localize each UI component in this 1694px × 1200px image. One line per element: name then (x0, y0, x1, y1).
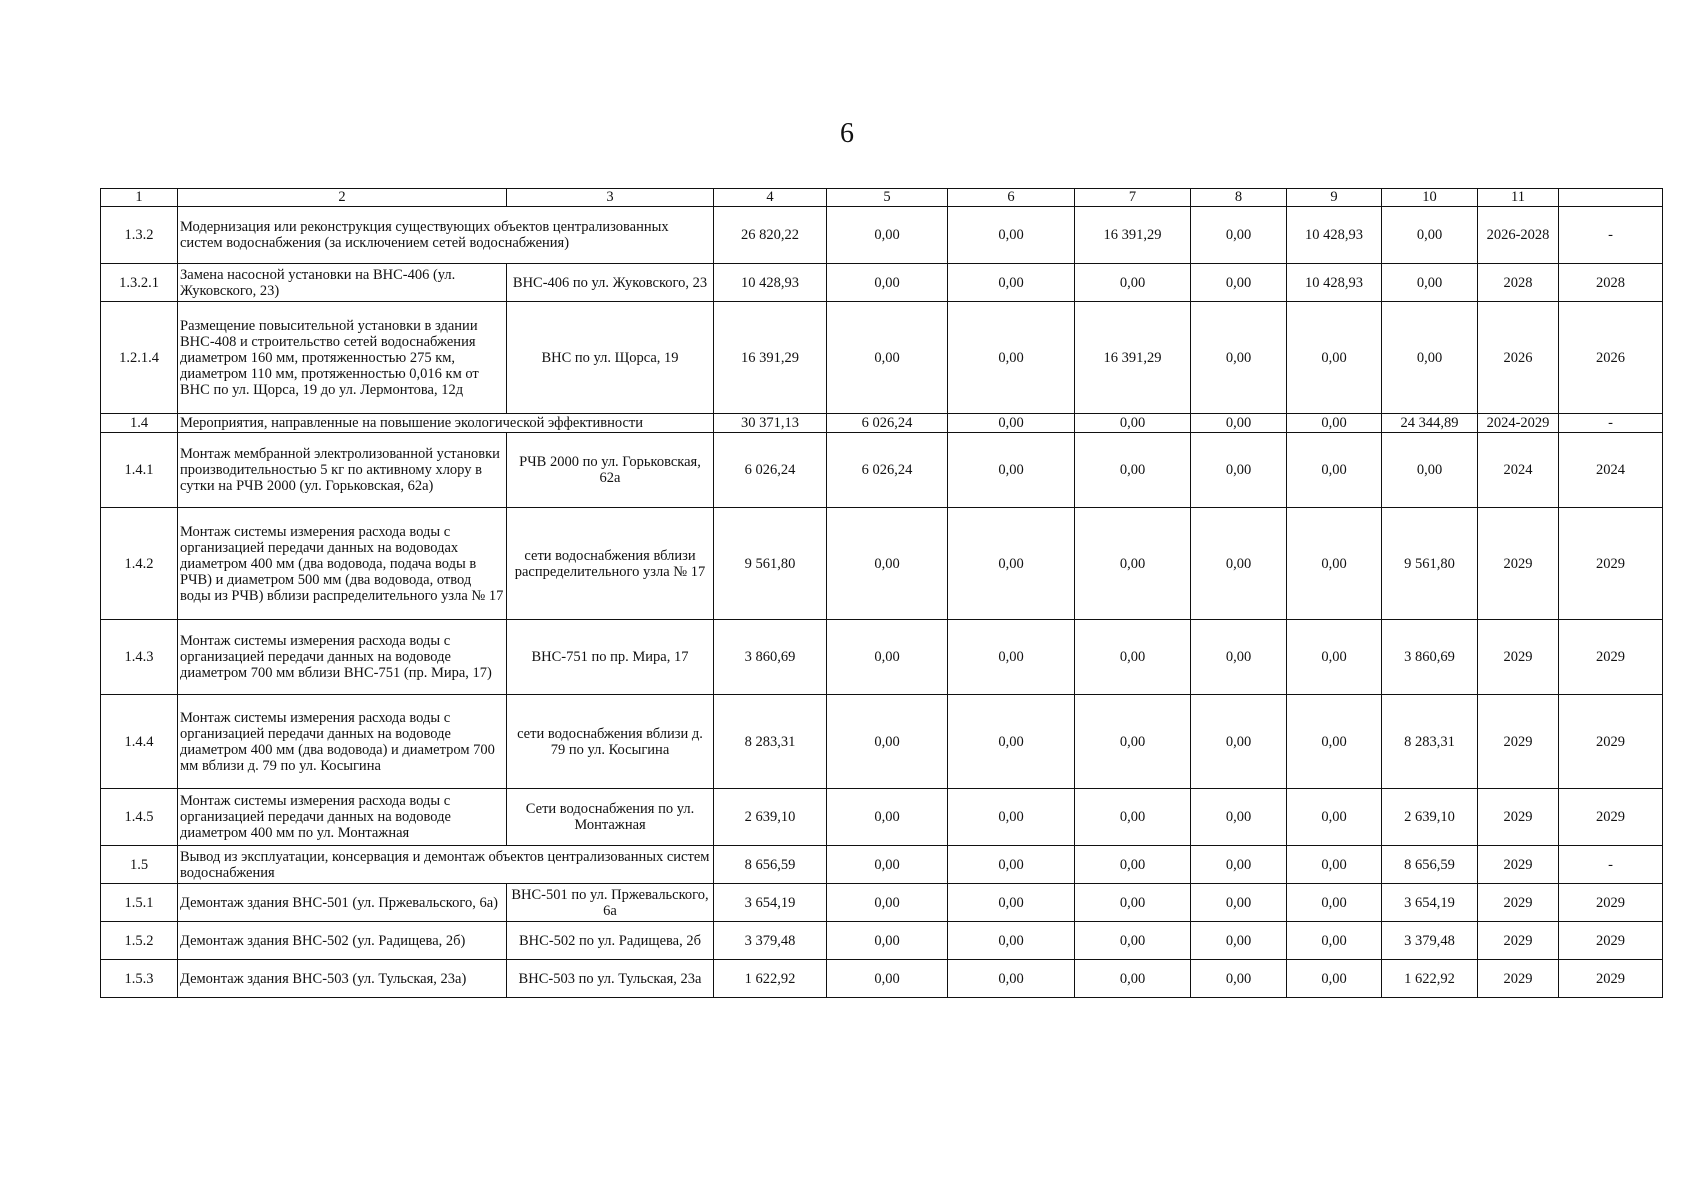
measure-name: Демонтаж здания ВНС-502 (ул. Радищева, 2б) (178, 922, 507, 960)
value-cell: 1 622,92 (1382, 960, 1478, 998)
measure-name: Монтаж мембранной электролизованной установки производительностью 5 кг по активному хлору в сутки на РЧВ 2000 (ул. Горьковская, 62а) (178, 433, 507, 508)
value-cell: 2 639,10 (1382, 789, 1478, 846)
value-cell: 10 428,93 (714, 264, 827, 302)
header-cell: 3 (507, 189, 714, 207)
row-number: 1.4.5 (101, 789, 178, 846)
value-cell: 0,00 (1287, 695, 1382, 789)
value-cell: 0,00 (827, 960, 948, 998)
value-cell: 16 391,29 (714, 302, 827, 414)
value-cell: 0,00 (948, 508, 1075, 620)
value-cell: 0,00 (948, 207, 1075, 264)
value-cell: 6 026,24 (827, 414, 948, 433)
value-cell: 0,00 (1075, 789, 1191, 846)
table-row (101, 960, 1663, 998)
value-cell: 0,00 (827, 207, 948, 264)
value-cell: 0,00 (1382, 433, 1478, 508)
table-row (101, 620, 1663, 695)
value-cell: 1 622,92 (714, 960, 827, 998)
page-number: 6 (840, 118, 854, 149)
value-cell: 0,00 (948, 414, 1075, 433)
value-cell: 0,00 (948, 789, 1075, 846)
row-number: 1.2.1.4 (101, 302, 178, 414)
value-cell: 0,00 (1382, 207, 1478, 264)
value-cell: 0,00 (1191, 922, 1287, 960)
value-cell: 0,00 (827, 302, 948, 414)
year-cell: 2029 (1559, 695, 1663, 789)
value-cell: 0,00 (1191, 264, 1287, 302)
value-cell: 6 026,24 (827, 433, 948, 508)
header-cell: 7 (1075, 189, 1191, 207)
address-cell: ВНС по ул. Щорса, 19 (507, 302, 714, 414)
measure-name: Монтаж системы измерения расхода воды с организацией передачи данных на водоводе диаметром 400 мм (два водовода) и диаметром 700 мм вблизи д. 79 по ул. Косыгина (178, 695, 507, 789)
value-cell: 8 283,31 (1382, 695, 1478, 789)
value-cell: 0,00 (827, 264, 948, 302)
address-cell: ВНС-503 по ул. Тульская, 23а (507, 960, 714, 998)
table-row (101, 264, 1663, 302)
row-number: 1.5 (101, 846, 178, 884)
value-cell: 0,00 (1287, 960, 1382, 998)
period-cell: 2029 (1478, 508, 1559, 620)
period-cell: 2029 (1478, 620, 1559, 695)
measure-name: Замена насосной установки на ВНС-406 (ул. Жуковского, 23) (178, 264, 507, 302)
header-cell (1559, 189, 1663, 207)
period-cell: 2029 (1478, 846, 1559, 884)
value-cell: 0,00 (1191, 695, 1287, 789)
header-cell: 6 (948, 189, 1075, 207)
year-cell: 2029 (1559, 960, 1663, 998)
measure-name: Монтаж системы измерения расхода воды с организацией передачи данных на водоводах диаметром 400 мм (два водовода, подача воды в РЧВ) и диаметром 500 мм (два водовода, отвод воды из РЧВ) вблизи распределительного узла № 17 (178, 508, 507, 620)
value-cell: 0,00 (948, 922, 1075, 960)
measure-name: Вывод из эксплуатации, консервация и демонтаж объектов централизованных систем водоснабжения (178, 846, 714, 884)
year-cell: - (1559, 207, 1663, 264)
value-cell: 0,00 (1075, 884, 1191, 922)
row-number: 1.5.2 (101, 922, 178, 960)
row-number: 1.4 (101, 414, 178, 433)
value-cell: 0,00 (1191, 302, 1287, 414)
value-cell: 0,00 (827, 789, 948, 846)
value-cell: 0,00 (948, 846, 1075, 884)
value-cell: 0,00 (1075, 695, 1191, 789)
value-cell: 9 561,80 (1382, 508, 1478, 620)
table-row (101, 789, 1663, 846)
value-cell: 0,00 (948, 264, 1075, 302)
header-cell: 9 (1287, 189, 1382, 207)
value-cell: 0,00 (948, 433, 1075, 508)
address-cell: ВНС-501 по ул. Пржевальского, 6а (507, 884, 714, 922)
value-cell: 0,00 (948, 960, 1075, 998)
year-cell: 2024 (1559, 433, 1663, 508)
value-cell: 0,00 (1382, 302, 1478, 414)
value-cell: 0,00 (1287, 433, 1382, 508)
row-number: 1.3.2 (101, 207, 178, 264)
value-cell: 0,00 (1075, 508, 1191, 620)
table-row (101, 302, 1663, 414)
period-cell: 2024 (1478, 433, 1559, 508)
year-cell: - (1559, 414, 1663, 433)
value-cell: 0,00 (1287, 620, 1382, 695)
address-cell: ВНС-406 по ул. Жуковского, 23 (507, 264, 714, 302)
measure-name: Демонтаж здания ВНС-501 (ул. Пржевальского, 6а) (178, 884, 507, 922)
value-cell: 0,00 (1075, 433, 1191, 508)
row-number: 1.5.1 (101, 884, 178, 922)
value-cell: 0,00 (827, 695, 948, 789)
value-cell: 10 428,93 (1287, 207, 1382, 264)
header-cell: 11 (1478, 189, 1559, 207)
row-number: 1.4.1 (101, 433, 178, 508)
header-cell: 4 (714, 189, 827, 207)
table-row (101, 508, 1663, 620)
value-cell: 0,00 (1287, 922, 1382, 960)
address-cell: ВНС-502 по ул. Радищева, 2б (507, 922, 714, 960)
value-cell: 0,00 (827, 620, 948, 695)
address-cell: РЧВ 2000 по ул. Горьковская, 62а (507, 433, 714, 508)
value-cell: 3 379,48 (714, 922, 827, 960)
year-cell: 2029 (1559, 620, 1663, 695)
table-row (101, 414, 1663, 433)
value-cell: 0,00 (1382, 264, 1478, 302)
value-cell: 10 428,93 (1287, 264, 1382, 302)
value-cell: 0,00 (1075, 620, 1191, 695)
year-cell: 2028 (1559, 264, 1663, 302)
period-cell: 2029 (1478, 960, 1559, 998)
investment-table (100, 188, 1663, 998)
value-cell: 0,00 (827, 508, 948, 620)
value-cell: 0,00 (1287, 789, 1382, 846)
address-cell: сети водоснабжения вблизи д. 79 по ул. Косыгина (507, 695, 714, 789)
value-cell: 0,00 (1287, 884, 1382, 922)
value-cell: 16 391,29 (1075, 207, 1191, 264)
value-cell: 0,00 (827, 846, 948, 884)
value-cell: 0,00 (948, 620, 1075, 695)
value-cell: 0,00 (827, 884, 948, 922)
row-number: 1.4.3 (101, 620, 178, 695)
row-number: 1.4.4 (101, 695, 178, 789)
value-cell: 0,00 (827, 922, 948, 960)
value-cell: 0,00 (1287, 302, 1382, 414)
value-cell: 26 820,22 (714, 207, 827, 264)
value-cell: 0,00 (1075, 414, 1191, 433)
value-cell: 0,00 (1075, 846, 1191, 884)
value-cell: 2 639,10 (714, 789, 827, 846)
table-row (101, 884, 1663, 922)
header-cell: 10 (1382, 189, 1478, 207)
value-cell: 8 656,59 (1382, 846, 1478, 884)
year-cell: 2029 (1559, 789, 1663, 846)
value-cell: 30 371,13 (714, 414, 827, 433)
table-row (101, 846, 1663, 884)
header-cell: 2 (178, 189, 507, 207)
value-cell: 8 283,31 (714, 695, 827, 789)
value-cell: 0,00 (1287, 508, 1382, 620)
value-cell: 6 026,24 (714, 433, 827, 508)
value-cell: 16 391,29 (1075, 302, 1191, 414)
year-cell: 2026 (1559, 302, 1663, 414)
measure-name: Модернизация или реконструкция существующих объектов централизованных систем водоснабжения (за исключением сетей водоснабжения) (178, 207, 714, 264)
period-cell: 2026 (1478, 302, 1559, 414)
year-cell: 2029 (1559, 884, 1663, 922)
value-cell: 3 654,19 (714, 884, 827, 922)
measure-name: Монтаж системы измерения расхода воды с организацией передачи данных на водоводе диаметром 400 мм по ул. Монтажная (178, 789, 507, 846)
measure-name: Монтаж системы измерения расхода воды с организацией передачи данных на водоводе диаметром 700 мм вблизи ВНС-751 (пр. Мира, 17) (178, 620, 507, 695)
header-cell: 1 (101, 189, 178, 207)
period-cell: 2028 (1478, 264, 1559, 302)
value-cell: 3 860,69 (1382, 620, 1478, 695)
value-cell: 0,00 (1191, 433, 1287, 508)
value-cell: 0,00 (1191, 508, 1287, 620)
table-row (101, 922, 1663, 960)
row-number: 1.4.2 (101, 508, 178, 620)
table-header-row (101, 189, 1663, 207)
measure-name: Демонтаж здания ВНС-503 (ул. Тульская, 23а) (178, 960, 507, 998)
value-cell: 9 561,80 (714, 508, 827, 620)
year-cell: - (1559, 846, 1663, 884)
table-row (101, 207, 1663, 264)
value-cell: 3 860,69 (714, 620, 827, 695)
value-cell: 8 656,59 (714, 846, 827, 884)
measure-name: Мероприятия, направленные на повышение экологической эффективности (178, 414, 714, 433)
address-cell: сети водоснабжения вблизи распределительного узла № 17 (507, 508, 714, 620)
value-cell: 0,00 (948, 884, 1075, 922)
value-cell: 0,00 (1191, 846, 1287, 884)
table-row (101, 433, 1663, 508)
value-cell: 3 654,19 (1382, 884, 1478, 922)
value-cell: 0,00 (1191, 207, 1287, 264)
row-number: 1.3.2.1 (101, 264, 178, 302)
value-cell: 3 379,48 (1382, 922, 1478, 960)
value-cell: 0,00 (948, 695, 1075, 789)
period-cell: 2029 (1478, 884, 1559, 922)
value-cell: 0,00 (1075, 264, 1191, 302)
period-cell: 2029 (1478, 922, 1559, 960)
value-cell: 0,00 (1191, 960, 1287, 998)
value-cell: 0,00 (948, 302, 1075, 414)
address-cell: Сети водоснабжения по ул. Монтажная (507, 789, 714, 846)
value-cell: 0,00 (1287, 846, 1382, 884)
period-cell: 2026-2028 (1478, 207, 1559, 264)
value-cell: 0,00 (1075, 960, 1191, 998)
value-cell: 0,00 (1075, 922, 1191, 960)
value-cell: 0,00 (1191, 414, 1287, 433)
period-cell: 2029 (1478, 695, 1559, 789)
period-cell: 2029 (1478, 789, 1559, 846)
value-cell: 24 344,89 (1382, 414, 1478, 433)
value-cell: 0,00 (1287, 414, 1382, 433)
row-number: 1.5.3 (101, 960, 178, 998)
value-cell: 0,00 (1191, 789, 1287, 846)
header-cell: 8 (1191, 189, 1287, 207)
value-cell: 0,00 (1191, 620, 1287, 695)
period-cell: 2024-2029 (1478, 414, 1559, 433)
measure-name: Размещение повысительной установки в здании ВНС-408 и строительство сетей водоснабжения диаметром 160 мм, протяженностью 275 км, диаметром 110 мм, протяженностью 0,016 км от ВНС по ул. Щорса, 19 до ул. Лермонтова, 12д (178, 302, 507, 414)
year-cell: 2029 (1559, 508, 1663, 620)
value-cell: 0,00 (1191, 884, 1287, 922)
header-cell: 5 (827, 189, 948, 207)
table-row (101, 695, 1663, 789)
year-cell: 2029 (1559, 922, 1663, 960)
address-cell: ВНС-751 по пр. Мира, 17 (507, 620, 714, 695)
